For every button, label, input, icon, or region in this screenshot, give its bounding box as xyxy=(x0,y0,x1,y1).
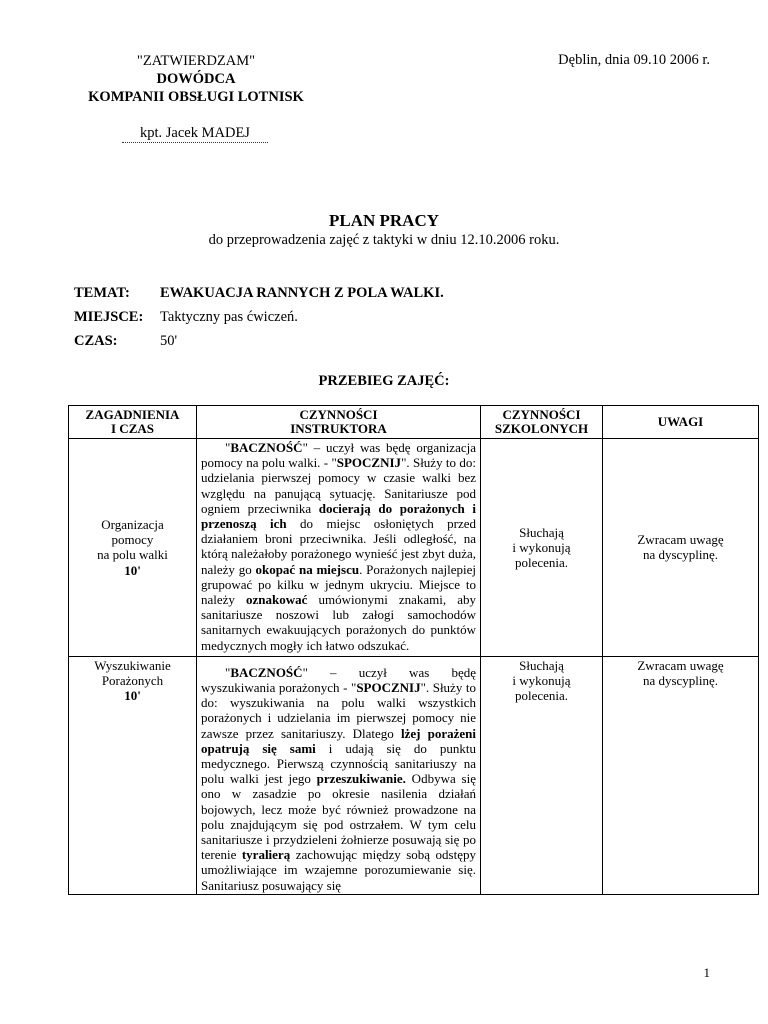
topic-line: Organizacja xyxy=(101,517,164,533)
approve-line-3: KOMPANII OBSŁUGI LOTNISK xyxy=(88,89,304,105)
instr-text: do miejsc osłoniętych przed działaniem broni przeciwnika. Jeśli odległość, na którą należałoby porażonego wynieść jest zbyt duża, należy go xyxy=(201,516,476,577)
trainees-line: i wykonują xyxy=(512,539,571,555)
instr-emphasis: okopać na miejscu xyxy=(255,561,360,577)
instr-text: . Porażonych najlepiej grupować po kilku w jednym ukryciu. Miejsce to należy xyxy=(201,561,476,608)
trainees-cell xyxy=(481,656,603,894)
header-notes: UWAGI xyxy=(603,406,759,439)
topic-cell xyxy=(69,439,197,657)
topic-line: na polu walki xyxy=(97,547,168,563)
instr-command: SPOCZNIJ xyxy=(336,455,402,471)
czas-label: CZAS: xyxy=(74,333,118,349)
trainees-line: polecenia. xyxy=(514,555,569,571)
table-header-row xyxy=(69,406,759,439)
meta-miejsce xyxy=(74,309,298,326)
notes-line: na dyscyplinę. xyxy=(642,547,719,563)
notes-line: Zwracam uwagę xyxy=(637,657,724,673)
trainees-line: polecenia. xyxy=(514,688,569,704)
trainees-line: i wykonują xyxy=(512,673,571,689)
meta-czas xyxy=(74,333,177,350)
instr-emphasis: docierają do porażonych i przenoszą ich xyxy=(201,500,476,532)
instr-emphasis: oznakować xyxy=(246,592,308,608)
czas-value: 50' xyxy=(160,333,178,349)
header-instructor-line2: INSTRUKTORA xyxy=(290,421,387,436)
table-row xyxy=(69,656,759,894)
topic-line: pomocy xyxy=(111,532,154,548)
instr-text: zachowując między sobą odstępy umożliwiające im wzajemne porozumiewanie się. Sanitariusz posuwający się xyxy=(201,847,476,893)
instructor-cell xyxy=(197,656,481,894)
document-title: PLAN PRACY xyxy=(328,211,440,230)
instr-text: " – uczył was będę organizacja pomocy na polu walki. - " xyxy=(201,440,476,471)
header-trainees xyxy=(481,406,603,439)
miejsce-label: MIEJSCE: xyxy=(74,309,144,325)
temat-value: EWAKUACJA RANNYCH Z POLA WALKI. xyxy=(160,285,444,301)
approve-line-1: "ZATWIERDZAM" xyxy=(136,53,256,69)
miejsce-value: Taktyczny pas ćwiczeń. xyxy=(160,309,298,325)
instr-command: BACZNOŚĆ xyxy=(230,664,303,680)
instr-text: ". Służy to do: udzielania pierwszej pomocy w czasie walki bez względu na panującą sytuację. Sanitariusze pod ogniem przeciwnika xyxy=(201,455,476,516)
trainees-line: Słuchają xyxy=(519,657,564,673)
approval-block xyxy=(80,52,312,106)
header-topic-time xyxy=(69,406,197,439)
notes-line: Zwracam uwagę xyxy=(637,532,724,548)
instr-command: BACZNOŚĆ xyxy=(230,440,303,455)
topic-time: 10' xyxy=(124,688,141,704)
topic-line: Porażonych xyxy=(101,673,164,689)
instr-text: " xyxy=(225,664,231,680)
header-trainees-line1: CZYNNOŚCI xyxy=(502,407,581,422)
trainees-cell xyxy=(481,439,603,657)
notes-cell xyxy=(603,656,759,894)
header-topic-line: ZAGADNIENIA xyxy=(85,407,180,422)
instr-text: " xyxy=(225,440,231,455)
header-instructor-line1: CZYNNOŚCI xyxy=(299,407,378,422)
instr-emphasis: tyralierą xyxy=(241,847,291,863)
instr-text: " – uczył was będę wyszukiwania porażonych - " xyxy=(201,664,476,696)
place-date: Dęblin, dnia 09.10 2006 r. xyxy=(558,52,710,68)
instructor-cell xyxy=(197,439,481,657)
instr-emphasis: przeszukiwanie. xyxy=(316,771,406,787)
topic-cell xyxy=(69,656,197,894)
document-subtitle: do przeprowadzenia zajęć z taktyki w dniu 12.10.2006 roku. xyxy=(208,232,560,248)
notes-cell xyxy=(603,439,759,657)
instr-text: Odbywa się ono w zasadzie po okresie nasilenia działań bojowych, lecz może być również prowadzone na polu znajdującym się pod ostrzałem. W tym celu sanitariusze i przydzieleni żołnierze posuwają się po terenie xyxy=(201,771,476,863)
instr-command: SPOCZNIJ xyxy=(356,680,421,696)
signature-dotted-line xyxy=(122,142,268,143)
instr-text: i udają się do punktu medycznego. Pierwszą czynnością sanitariuszy na polu walki jest jego xyxy=(201,740,476,787)
header-time-line: I CZAS xyxy=(111,421,154,436)
signatory-name: kpt. Jacek MADEJ xyxy=(140,125,250,141)
topic-time: 10' xyxy=(124,562,141,578)
header-trainees-line2: SZKOLONYCH xyxy=(494,421,589,436)
approve-line-2: DOWÓDCA xyxy=(156,71,236,87)
meta-temat xyxy=(74,285,444,302)
section-heading: PRZEBIEG ZAJĘĆ: xyxy=(318,373,450,389)
notes-line: na dyscyplinę. xyxy=(642,673,719,689)
topic-line: Wyszukiwanie xyxy=(94,657,171,673)
page-number: 1 xyxy=(703,965,710,980)
instr-text: ". Służy to do: wyszukiwania na polu walki wszystkich porażonych i udzielania im pierwszej pomocy nie zawsze przez sanitariuszy. Dlatego xyxy=(201,680,476,741)
trainees-line: Słuchają xyxy=(519,524,564,540)
header-instructor xyxy=(197,406,481,439)
instr-text: umówionymi znakami, aby sanitariusze noszowi lub załogi samochodów sanitarnych ewakuujących porażonych do punktów medycznych mogły ich łatwo odszukać. xyxy=(201,592,477,653)
table-row xyxy=(69,439,759,657)
instr-emphasis: lżej porażeni opatrują się sami xyxy=(201,725,476,756)
lesson-plan-table xyxy=(68,405,759,895)
temat-label: TEMAT: xyxy=(74,285,130,301)
